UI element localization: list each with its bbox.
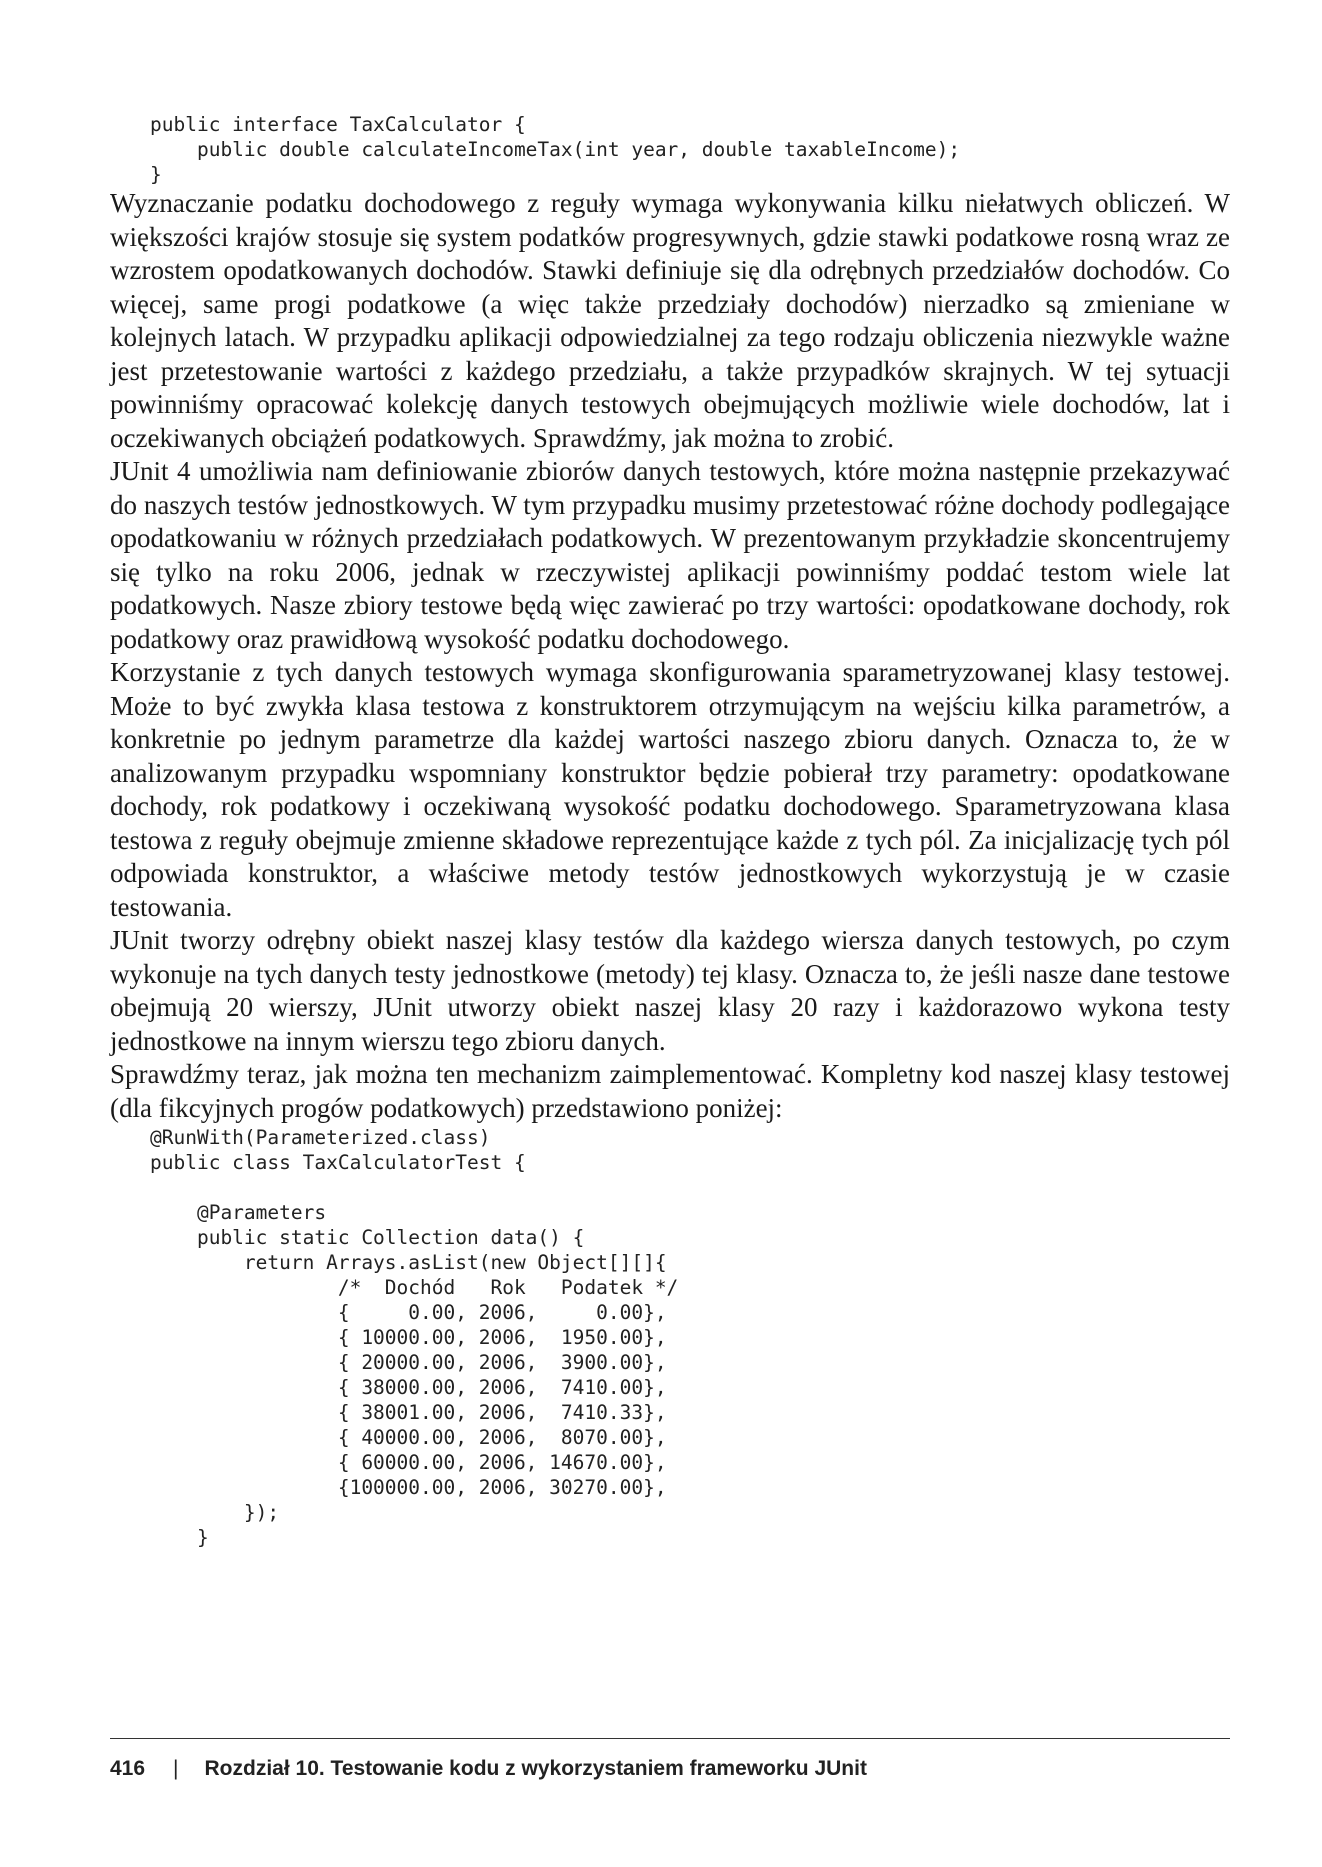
- chapter-title: Rozdział 10. Testowanie kodu z wykorzystaniem frameworku JUnit: [204, 1757, 867, 1780]
- paragraph-5: Sprawdźmy teraz, jak można ten mechanizm zaimplementować. Kompletny kod naszej klasy testowej (dla fikcyjnych progów podatkowych) przedstawiono poniżej:: [110, 1059, 1230, 1123]
- paragraph-4: JUnit tworzy odrębny obiekt naszej klasy testów dla każdego wiersza danych testowych, po czym wykonuje na tych danych testy jednostkowe (metody) tej klasy. Oznacza to, że jeśli nasze dane testowe obejmują 20 wierszy, JUnit utworzy obiekt naszej klasy 20 razy i każdorazowo wykona testy jednostkowe na innym wierszu tego zbioru danych.: [110, 925, 1230, 1056]
- page-number: 416: [110, 1757, 146, 1780]
- footer-divider: [110, 1738, 1230, 1739]
- paragraph-3: Korzystanie z tych danych testowych wymaga skonfigurowania sparametryzowanej klasy testowej. Może to być zwykła klasa testowa z konstruktorem otrzymującym na wejściu kilka parametrów, a konkretnie po jednym parametrze dla każdej wartości naszego zbioru danych. Oznacza to, że w analizowanym przypadku wspomniany konstruktor będzie pobierał trzy parametry: opodatkowane dochody, rok podatkowy i oczekiwaną wysokość podatku dochodowego. Sparametryzowana klasa testowa z reguły obejmuje zmienne składowe reprezentujące każde z tych pól. Za inicjalizację tych pól odpowiada konstruktor, a właściwe metody testów jednostkowych wykorzystują je w czasie testowania.: [110, 657, 1230, 922]
- page-footer: [110, 1738, 1230, 1781]
- code-listing-test-class: @RunWith(Parameterized.class) public class TaxCalculatorTest { @Parameters public static Collection data() { return Arrays.asList(new Object[][]{ /* Dochód Rok Podatek */ { 0.00, 2006, 0.00}, { 10000.00, 2006, 1950.00}, { 20000.00, 2006, 3900.00}, { 38000.00, 2006, 7410.00}, { 38001.00, 2006, 7410.33}, { 40000.00, 2006, 8070.00}, { 60000.00, 2006, 14670.00}, {100000.00, 2006, 30270.00}, }); }: [150, 1126, 679, 1549]
- page-content: [110, 112, 1230, 1550]
- footer-separator: |: [173, 1757, 179, 1780]
- paragraph-2: JUnit 4 umożliwia nam definiowanie zbiorów danych testowych, które można następnie przekazywać do naszych testów jednostkowych. W tym przypadku musimy przetestować różne dochody podlegające opodatkowaniu w różnych przedziałach podatkowych. W prezentowanym przykładzie skoncentrujemy się tylko na roku 2006, jednak w rzeczywistej aplikacji powinniśmy poddać testom wiele lat podatkowych. Nasze zbiory testowe będą więc zawierać po trzy wartości: opodatkowane dochody, rok podatkowy oraz prawidłową wysokość podatku dochodowego.: [110, 456, 1230, 654]
- paragraph-1: Wyznaczanie podatku dochodowego z reguły wymaga wykonywania kilku niełatwych obliczeń. W większości krajów stosuje się system podatków progresywnych, gdzie stawki podatkowe rosną wraz ze wzrostem opodatkowanych dochodów. Stawki definiuje się dla odrębnych przedziałów dochodów. Co więcej, same progi podatkowe (a więc także przedziały dochodów) nierzadko są zmieniane w kolejnych latach. W przypadku aplikacji odpowiedzialnej za tego rodzaju obliczenia niezwykle ważne jest przetestowanie wartości z każdego przedziału, a także przypadków skrajnych. W tej sytuacji powinniśmy opracować kolekcję danych testowych obejmujących możliwie wiele dochodów, lat i oczekiwanych obciążeń podatkowych. Sprawdźmy, jak można to zrobić.: [110, 188, 1230, 453]
- code-listing-interface: public interface TaxCalculator { public double calculateIncomeTax(int year, double taxableIncome); }: [150, 113, 961, 186]
- footer-text: [110, 1757, 1230, 1781]
